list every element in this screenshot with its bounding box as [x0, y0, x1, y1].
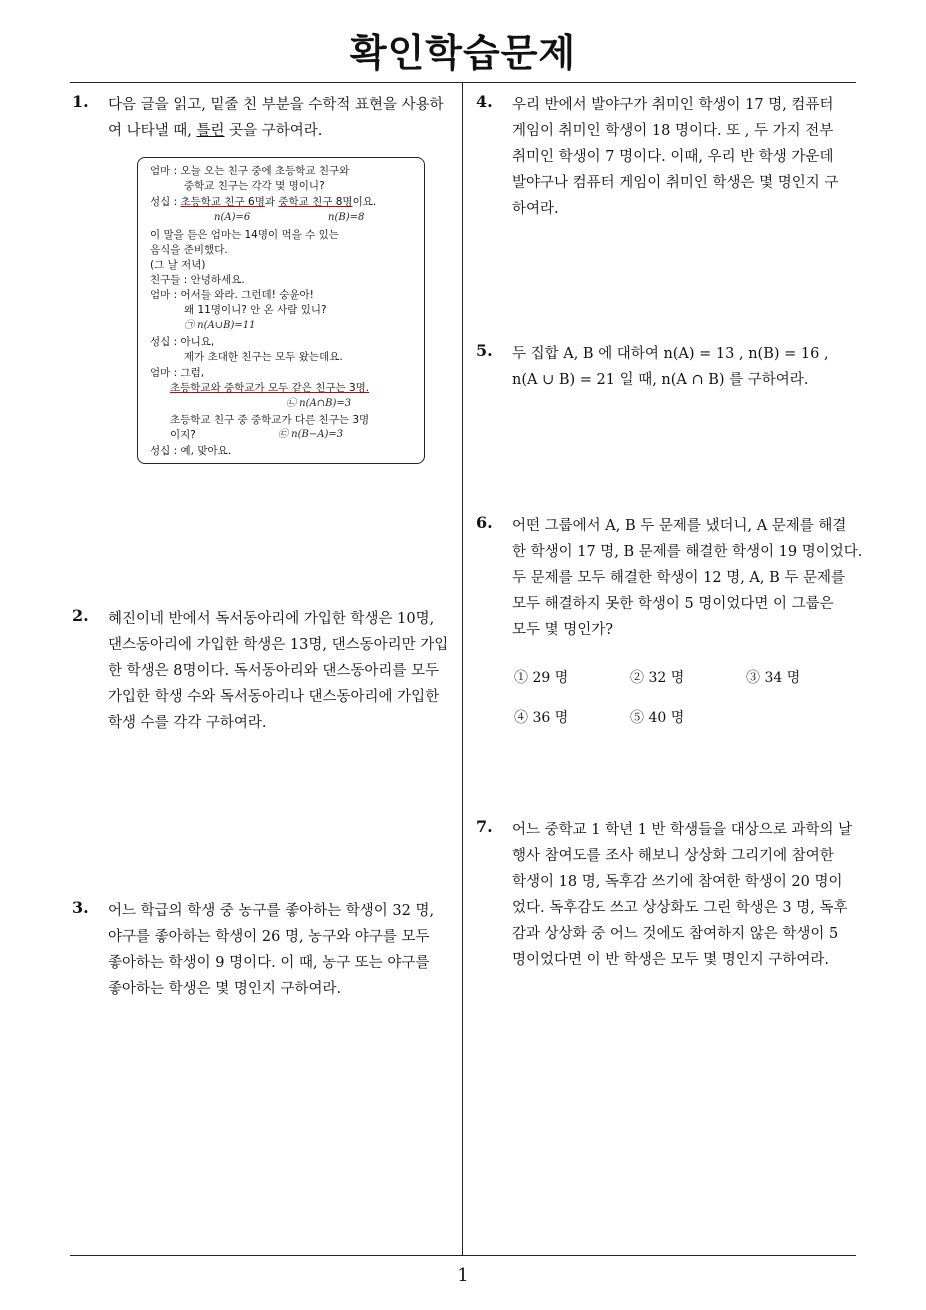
annotation: n(A)=6 [214, 212, 251, 223]
column-divider [462, 82, 463, 1256]
annotation: ㉢ n(B−A)=3 [278, 429, 344, 440]
problem-text [512, 513, 864, 643]
text-line: 모두 해결하지 못한 학생이 5 명이었다면 이 그룹은 [512, 596, 834, 612]
problem-number: 6. [476, 513, 493, 532]
dialog-line: 왜 11명이니? 안 온 사람 있니? [184, 304, 327, 316]
text-line: 댄스동아리에 가입한 학생은 13명, 댄스동아리만 가입 [108, 637, 449, 653]
problem-number: 3. [72, 898, 89, 917]
text-line: 어느 중학교 1 학년 1 반 학생들을 대상으로 과학의 날 [512, 822, 853, 838]
text-line: 명이었다면 이 반 학생은 모두 몇 명인지 구하여라. [512, 952, 830, 968]
answer-choices [514, 667, 864, 727]
problem-number: 2. [72, 606, 89, 625]
problem-number: 7. [476, 817, 493, 836]
dialog-line: 엄마 : 오늘 오는 친구 중에 초등학교 친구와 [150, 165, 350, 177]
text-line: 취미인 학생이 7 명이다. 이때, 우리 반 학생 가운데 [512, 149, 834, 165]
dialog-line: 이지? [170, 429, 196, 441]
annotation: n(B)=8 [328, 212, 365, 223]
dialog-line: 중학교 친구는 각각 몇 명이니? [184, 180, 325, 192]
text-line: 행사 참여도를 조사 해보니 상상화 그리기에 참여한 [512, 848, 834, 864]
page-number: 1 [457, 1265, 469, 1286]
top-rule [70, 82, 856, 83]
text-line: 혜진이네 반에서 독서동아리에 가입한 학생은 10명, [108, 611, 435, 627]
problem-number: 4. [476, 92, 493, 111]
problem-4 [476, 92, 866, 232]
choice-2[interactable]: ② 32 명 [630, 670, 685, 686]
dialog-line: 성십 : 초등학교 친구 6명과 중학교 친구 8명이요. [150, 196, 377, 208]
problem-text [512, 92, 862, 222]
dialog-line: 성십 : 예, 맞아요. [150, 445, 232, 457]
dialog-line: 음식을 준비했다. [150, 244, 228, 256]
choice-5[interactable]: ⑤ 40 명 [630, 710, 685, 726]
text-line: 한 학생은 8명이다. 독서동아리와 댄스동아리를 모두 [108, 663, 440, 679]
problem-text [512, 341, 868, 393]
text-line: 발야구나 컴퓨터 게임이 취미인 학생은 몇 명인지 구 [512, 175, 839, 191]
problem-text [108, 898, 458, 1002]
problem-number: 1. [72, 92, 89, 111]
annotation: ㉡ n(A∩B)=3 [286, 398, 352, 409]
problem-7 [476, 817, 866, 987]
page-title: 확인학습문제 [349, 31, 577, 75]
problem-text [108, 606, 458, 736]
text-line: 학생이 18 명, 독후감 쓰기에 참여한 학생이 20 명이 [512, 874, 843, 890]
choice-1[interactable]: ① 29 명 [514, 670, 569, 686]
bottom-rule [70, 1255, 856, 1256]
problem-2 [72, 606, 462, 746]
text-line: 좋아하는 학생은 몇 명인지 구하여라. [108, 981, 342, 997]
problem-text [512, 817, 864, 973]
text-line: 학생 수를 각각 구하여라. [108, 715, 267, 731]
text-line: 었다. 독후감도 쓰고 상상화도 그린 학생은 3 명, 독후 [512, 900, 848, 916]
text-line: 여 나타낼 때, 틀린 곳을 구하여라. [108, 123, 323, 139]
dialog-line: 초등학교와 중학교가 모두 같은 친구는 3명. [170, 382, 370, 394]
text-line: 게임이 취미인 학생이 18 명이다. 또 , 두 가지 전부 [512, 123, 834, 139]
text-line: 우리 반에서 발야구가 취미인 학생이 17 명, 컴퓨터 [512, 97, 834, 113]
dialog-box [137, 157, 425, 464]
text-line: 가입한 학생 수와 독서동아리나 댄스동아리에 가입한 [108, 689, 440, 705]
problem-number: 5. [476, 341, 493, 360]
problem-3 [72, 898, 462, 1008]
dialog-line: 엄마 : 그럼, [150, 367, 205, 379]
text-line: 좋아하는 학생이 9 명이다. 이 때, 농구 또는 야구를 [108, 955, 430, 971]
text-line: 어떤 그룹에서 A, B 두 문제를 냈더니, A 문제를 해결 [512, 518, 847, 534]
dialog-line: 성십 : 아니요, [150, 336, 215, 348]
choice-4[interactable]: ④ 36 명 [514, 710, 569, 726]
text-line: 두 집합 A, B 에 대하여 n(A) = 13 , n(B) = 16 , [512, 346, 829, 362]
dialog-line: 제가 초대한 친구는 모두 왔는데요. [184, 351, 343, 363]
problem-6 [476, 513, 866, 733]
dialog-line: 초등학교 친구 중 중학교가 다른 친구는 3명 [170, 414, 370, 426]
problem-5 [476, 341, 866, 401]
text-line: 다음 글을 읽고, 밑줄 친 부분을 수학적 표현을 사용하 [108, 97, 444, 113]
text-line: 어느 학급의 학생 중 농구를 좋아하는 학생이 32 명, [108, 903, 435, 919]
problem-1 [72, 92, 462, 152]
text-line: 모두 몇 명인가? [512, 622, 614, 638]
dialog-line: 이 말을 듣은 엄마는 14명이 먹을 수 있는 [150, 229, 339, 241]
text-line: 야구를 좋아하는 학생이 26 명, 농구와 야구를 모두 [108, 929, 430, 945]
dialog-line: 엄마 : 어서들 와라. 그런데! 숭윤아! [150, 289, 314, 301]
text-line: 하여라. [512, 201, 559, 217]
problem-text [108, 92, 456, 144]
annotation: ㉠ n(A∪B)=11 [184, 320, 256, 331]
dialog-line: 친구들 : 안녕하세요. [150, 274, 245, 286]
choice-3[interactable]: ③ 34 명 [746, 670, 801, 686]
dialog-line: (그 날 저녁) [150, 259, 206, 271]
text-line: 감과 상상화 중 어느 것에도 참여하지 않은 학생이 5 [512, 926, 839, 942]
text-line: 두 문제를 모두 해결한 학생이 12 명, A, B 두 문제를 [512, 570, 846, 586]
text-line: 한 학생이 17 명, B 문제를 해결한 학생이 19 명이었다. [512, 544, 863, 560]
text-line: n(A ∪ B) = 21 일 때, n(A ∩ B) 를 구하여라. [512, 372, 809, 388]
